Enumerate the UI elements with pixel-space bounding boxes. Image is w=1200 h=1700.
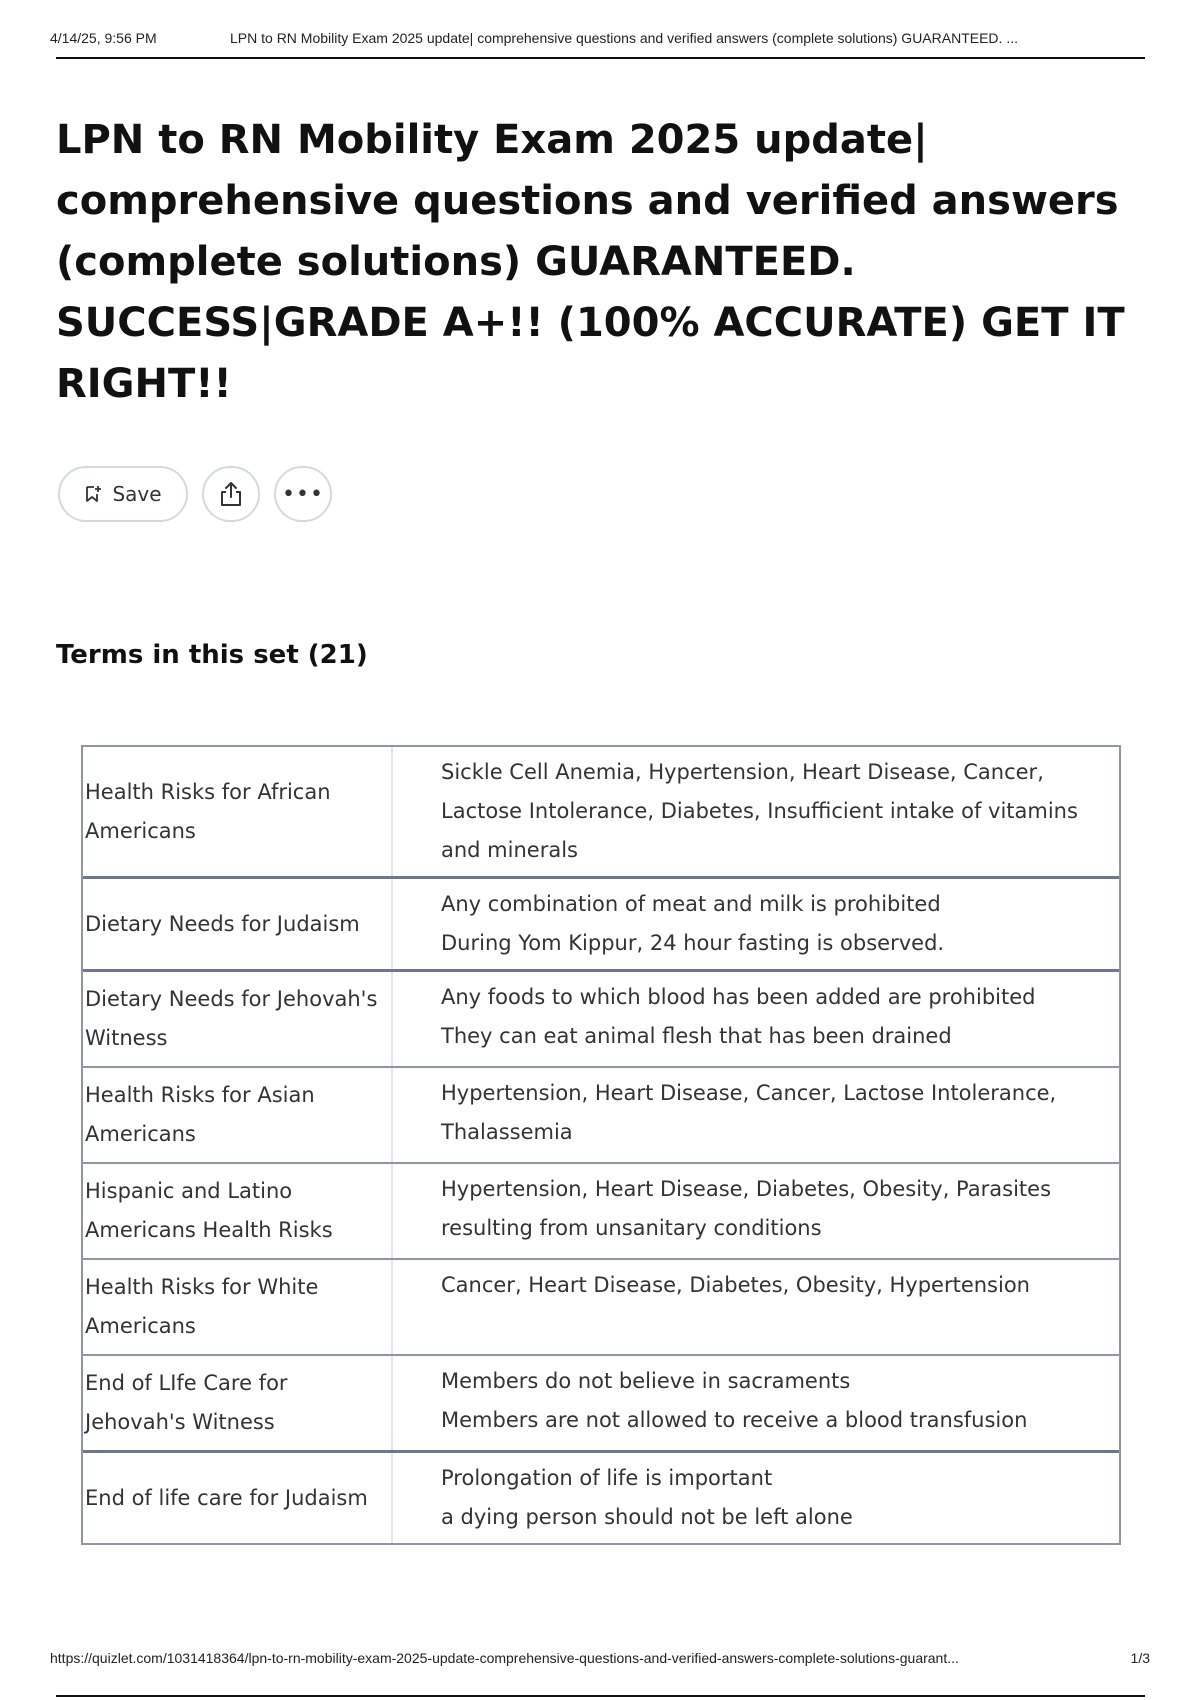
more-options-icon: •••	[282, 481, 324, 507]
term-text: End of life care for Judaism	[85, 1485, 368, 1510]
term-text: Health Risks for African Americans	[85, 779, 331, 843]
term-text: Dietary Needs for Judaism	[85, 911, 360, 936]
definition-line: Prolongation of life is important	[441, 1466, 773, 1490]
terms-table	[81, 745, 1121, 1545]
print-footer	[50, 1650, 1150, 1674]
term-cell	[83, 747, 393, 876]
definition-line: Cancer, Heart Disease, Diabetes, Obesity, Hypertension	[441, 1273, 1030, 1297]
print-header	[50, 30, 1140, 58]
term-cell	[83, 972, 393, 1066]
definition-line: Members are not allowed to receive a blood transfusion	[441, 1408, 1028, 1432]
print-timestamp: 4/14/25, 9:56 PM	[50, 30, 157, 46]
save-button[interactable]	[58, 466, 188, 522]
term-row	[83, 969, 1119, 1066]
definition-cell	[393, 1068, 1119, 1162]
definition-line: Hypertension, Heart Disease, Cancer, Lactose Intolerance, Thalassemia	[441, 1081, 1057, 1144]
term-row	[83, 1354, 1119, 1450]
term-row	[83, 747, 1119, 876]
definition-line: Sickle Cell Anemia, Hypertension, Heart Disease, Cancer, Lactose Intolerance, Diabetes, Insufficient intake of vitamins and minerals	[441, 760, 1078, 862]
term-row	[83, 1258, 1119, 1354]
bookmark-add-icon	[84, 485, 102, 503]
definition-line: Members do not believe in sacraments	[441, 1369, 851, 1393]
term-row	[83, 1162, 1119, 1258]
definition-cell	[393, 1164, 1119, 1258]
terms-heading: Terms in this set (21)	[56, 640, 368, 670]
save-label: Save	[112, 482, 162, 506]
page-title: LPN to RN Mobility Exam 2025 update| comprehensive questions and verified answers (complete solutions) GUARANTEED. SUCCESS|GRADE A+!! (100% ACCURATE) GET IT RIGHT!!	[56, 117, 1125, 407]
term-row	[83, 1066, 1119, 1162]
term-text: Dietary Needs for Jehovah's Witness	[85, 987, 378, 1050]
definition-line: Hypertension, Heart Disease, Diabetes, Obesity, Parasites resulting from unsanitary conditions	[441, 1177, 1052, 1240]
term-cell	[83, 1164, 393, 1258]
term-row	[83, 1450, 1119, 1543]
definition-cell	[393, 972, 1119, 1066]
footer-divider	[56, 1695, 1145, 1697]
share-icon	[218, 480, 244, 508]
definition-line: Any combination of meat and milk is prohibited	[441, 892, 941, 916]
page-indicator: 1/3	[1130, 1650, 1150, 1666]
definition-line: They can eat animal flesh that has been drained	[441, 1024, 952, 1048]
definition-line: Any foods to which blood has been added are prohibited	[441, 985, 1036, 1009]
term-cell	[83, 1453, 393, 1543]
definition-line: During Yom Kippur, 24 hour fasting is observed.	[441, 931, 945, 955]
more-options-button[interactable]	[274, 466, 332, 522]
definition-cell	[393, 1260, 1119, 1354]
term-cell	[83, 1356, 393, 1450]
print-url: https://quizlet.com/1031418364/lpn-to-rn-mobility-exam-2025-update-comprehensive-questions-and-verified-answers-complete-solutions-guarant...	[50, 1650, 959, 1666]
definition-line: a dying person should not be left alone	[441, 1505, 853, 1529]
definition-cell	[393, 1453, 1119, 1543]
term-text: Health Risks for Asian Americans	[85, 1083, 315, 1146]
term-text: Health Risks for White Americans	[85, 1275, 319, 1338]
term-cell	[83, 1260, 393, 1354]
share-button[interactable]	[202, 466, 260, 522]
header-divider	[56, 57, 1145, 59]
term-row	[83, 876, 1119, 969]
definition-cell	[393, 1356, 1119, 1450]
term-text: Hispanic and Latino Americans Health Risks	[85, 1179, 333, 1242]
print-doc-title: LPN to RN Mobility Exam 2025 update| comprehensive questions and verified answers (complete solutions) GUARANTEED. ...	[230, 30, 1018, 46]
term-text: End of LIfe Care for Jehovah's Witness	[85, 1371, 288, 1434]
term-cell	[83, 1068, 393, 1162]
definition-cell	[393, 879, 1119, 969]
definition-cell	[393, 747, 1119, 876]
term-cell	[83, 879, 393, 969]
